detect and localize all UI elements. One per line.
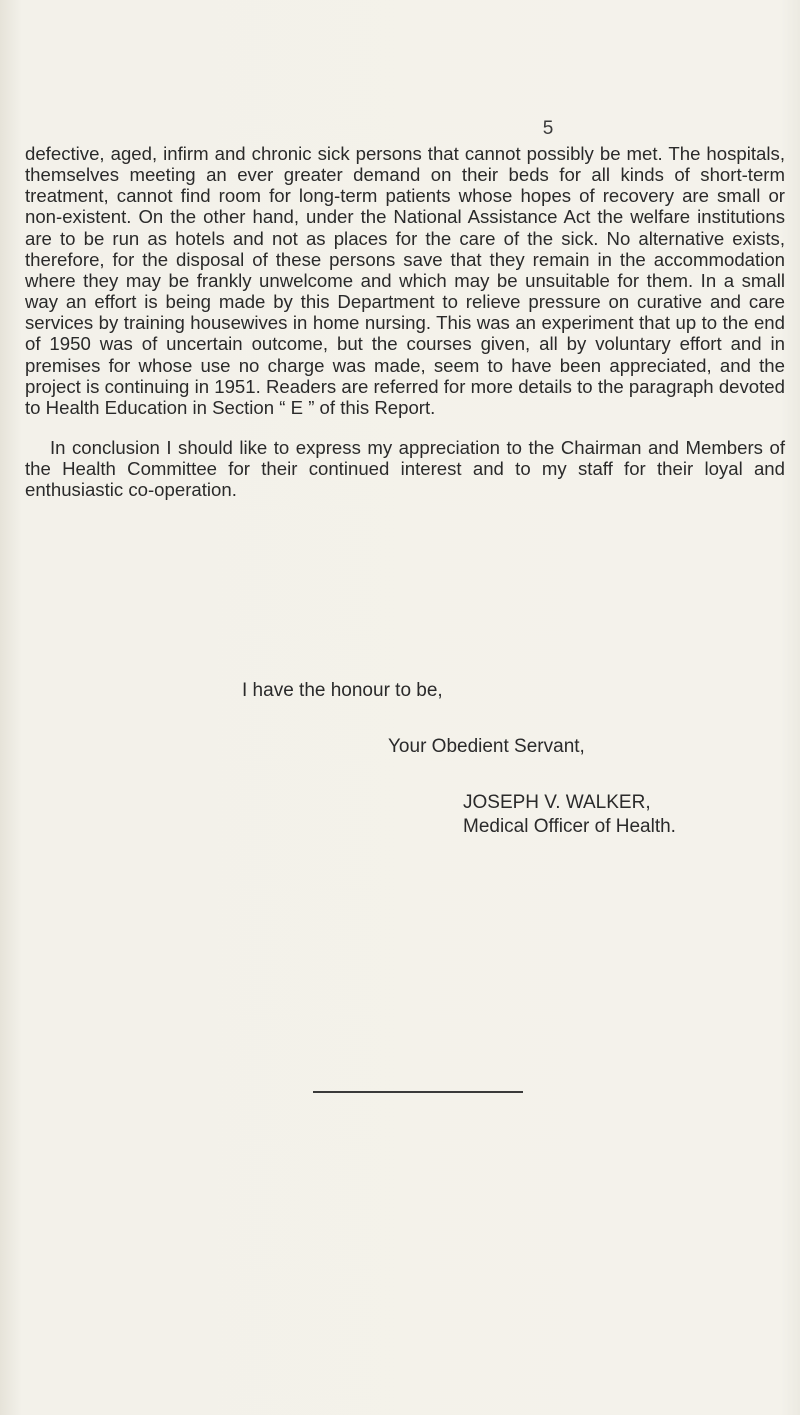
paragraph-healthcare-demand: defective, aged, infirm and chronic sick persons that cannot possibly be met. The hospitals, themselves meeting an ever greater demand on their beds for all kinds of short-term treatment, cannot find room for long-term patients whose hopes of recovery are small or non-existent. On the other hand, under the National Assistance Act the welfare institutions are to be run as hotels and not as places for the care of the sick. No alternative exists, therefore, for the disposal of these persons save that they remain in the accommodation where they may be frankly unwelcome and which may be unsuitable for them. In a small way an effort is being made by this Department to relieve pressure on curative and care services by training housewives in home nursing. This was an experiment that up to the end of 1950 was of uncertain outcome, but the courses given, all by voluntary effort and in premises for whose use no charge was made, seem to have been appreciated, and the project is continuing in 1951. Readers are referred for more details to the paragraph devoted to Health Education in Section “ E ” of this Report. <box>25 143 785 418</box>
signature-title: Medical Officer of Health. <box>463 816 676 837</box>
signature-name: JOSEPH V. WALKER, <box>463 792 651 813</box>
closing-honour-line: I have the honour to be, <box>242 680 443 701</box>
end-of-section-rule <box>313 1091 523 1093</box>
closing-servant-line: Your Obedient Servant, <box>388 736 585 757</box>
report-body <box>25 143 785 501</box>
page-number: 5 <box>542 118 554 139</box>
paragraph-conclusion: In conclusion I should like to express my appreciation to the Chairman and Members of the Health Committee for their continued interest and to my staff for their loyal and enthusiastic co-operation. <box>25 437 785 501</box>
